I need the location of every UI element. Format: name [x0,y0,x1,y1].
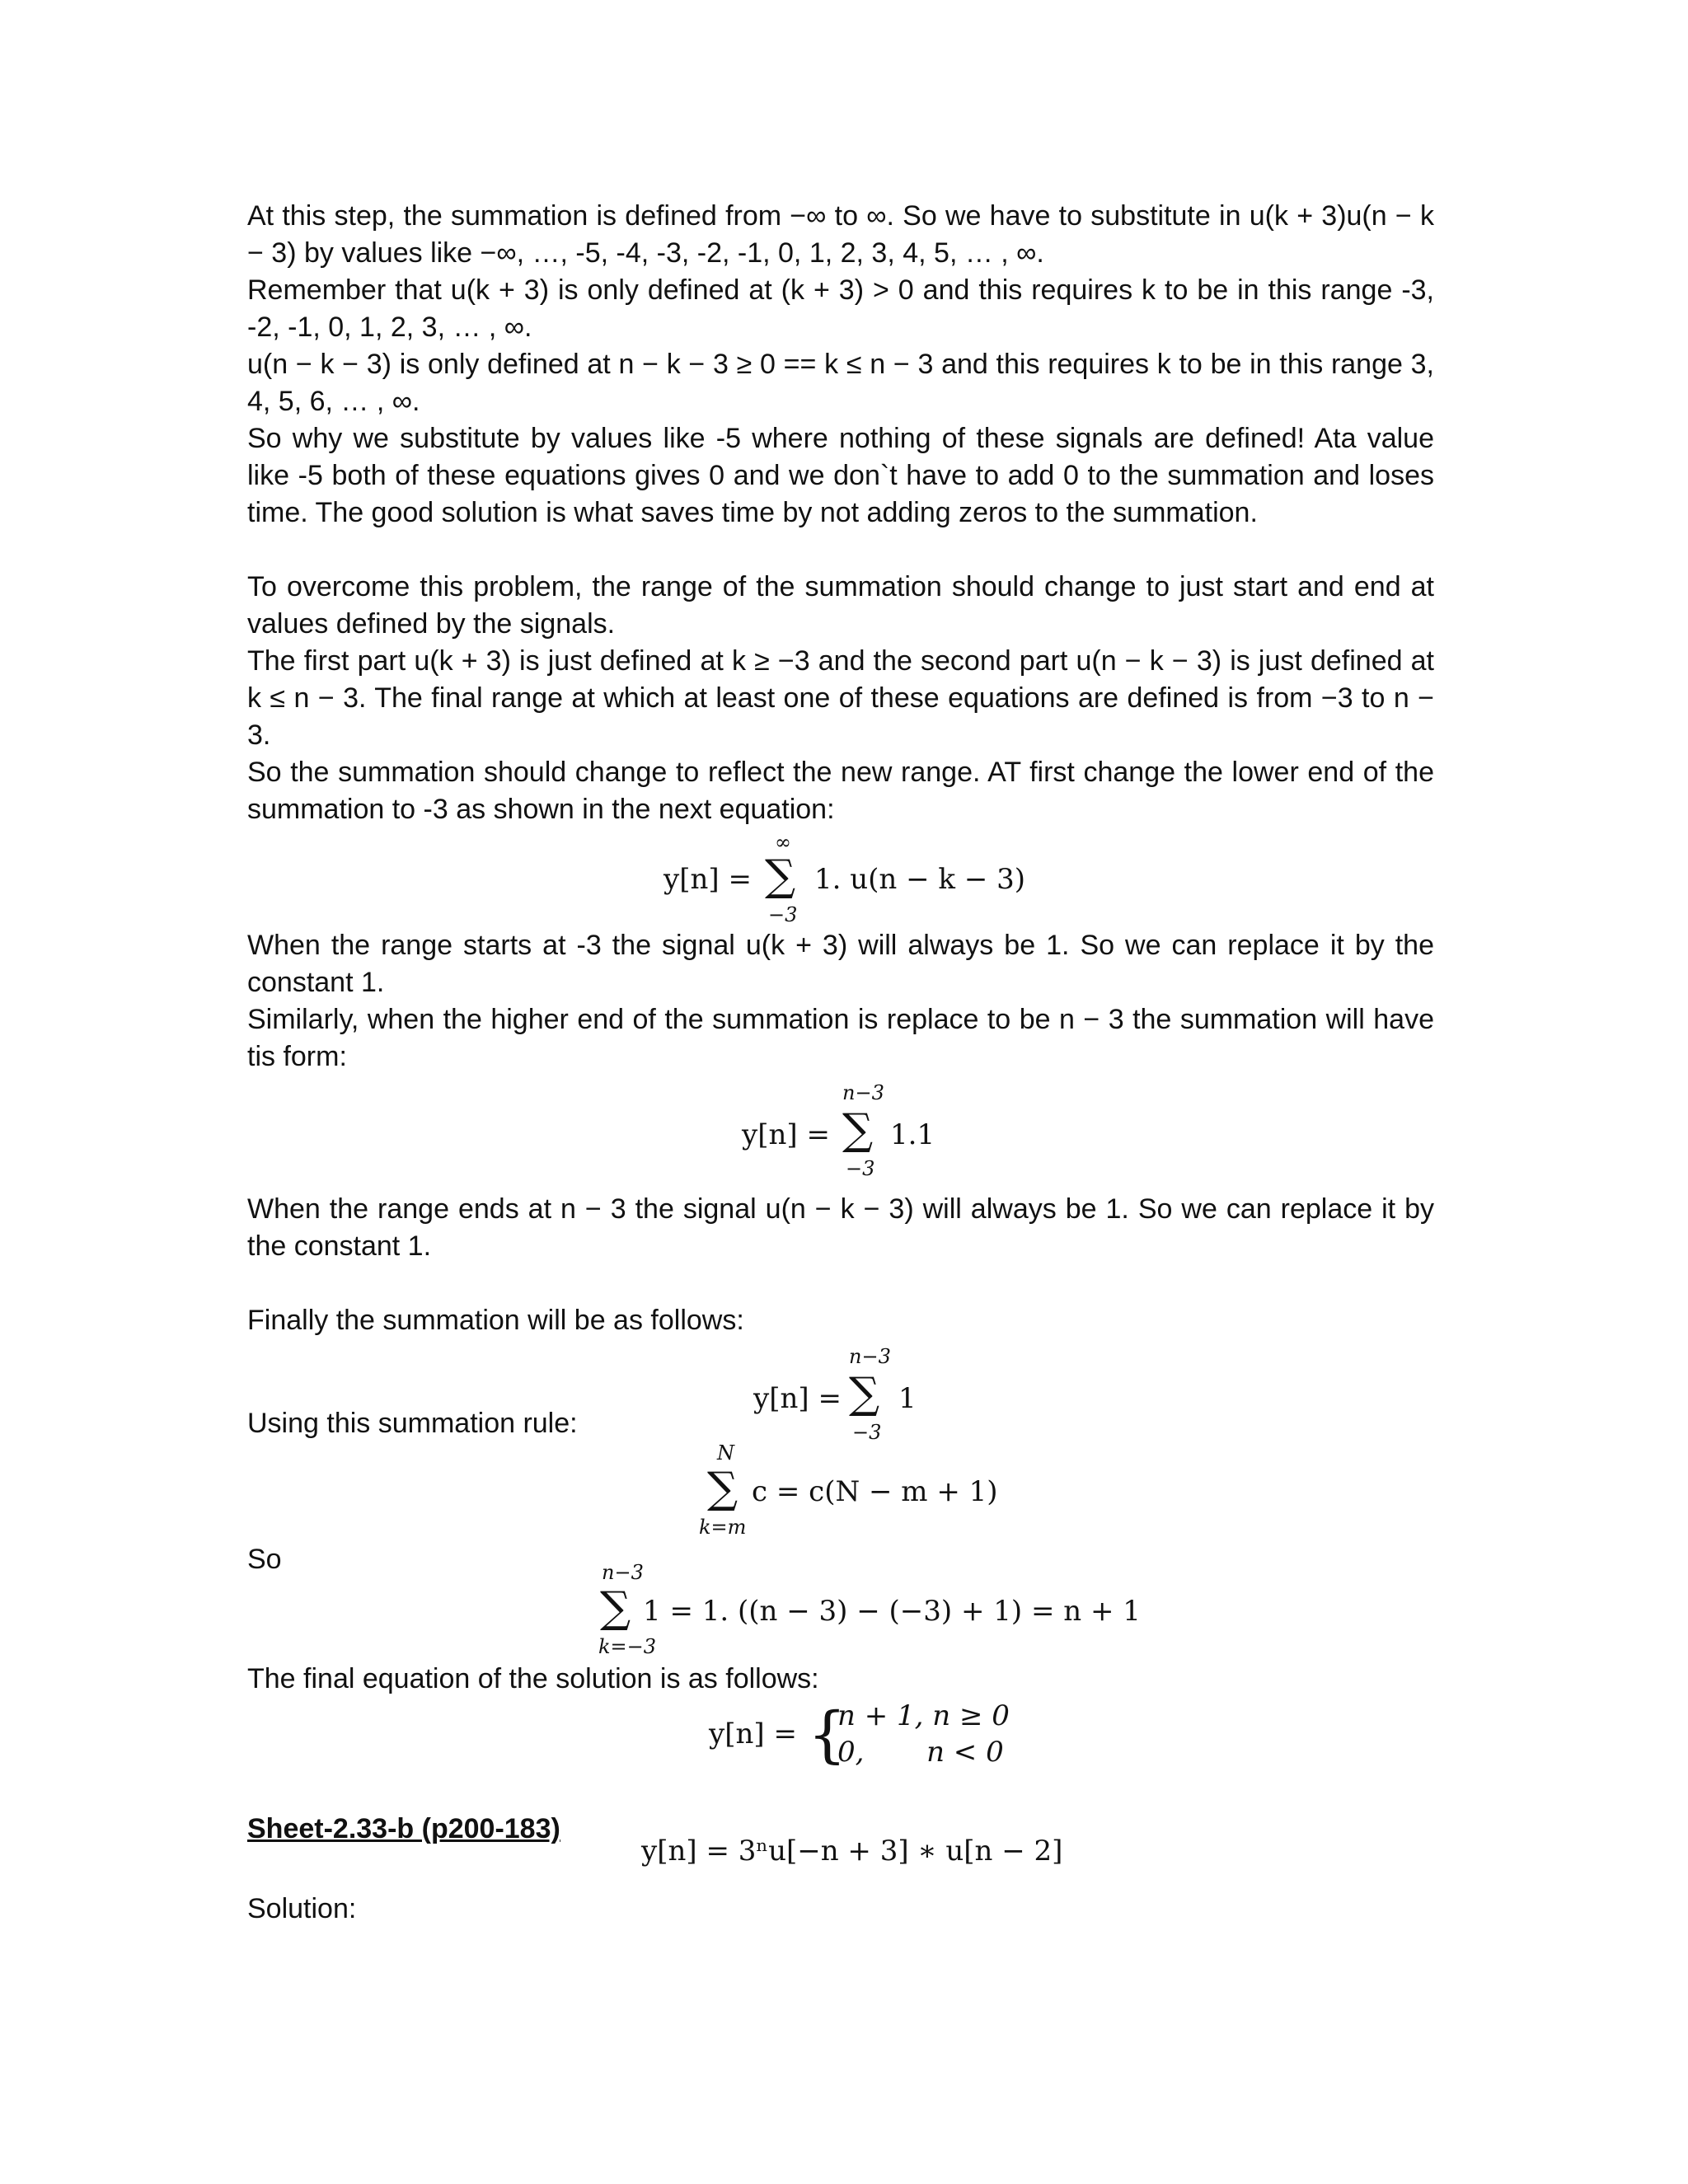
eq4-lower-limit: k=m [699,1516,747,1539]
paragraph-range-ends: When the range ends at n − 3 the signal u(n − k − 3) will always be 1. So we can replace it by the constant 1. [247,1193,1434,1262]
paragraph-finally: Finally the summation will be as follows: [247,1305,744,1336]
eq2-body: 1.1 [890,1118,935,1151]
paragraph-u-n-minus-k: u(n − k − 3) is only defined at n − k − 3 ≥ 0 == k ≤ n − 3 and this requires k to be in this range 3, 4, 5, 6, … , ∞. [247,349,1434,417]
sigma-symbol: ∑ [600,1583,631,1633]
sigma-symbol: ∑ [765,851,796,901]
eq1-lower-limit: −3 [768,903,798,926]
paragraph-first-part: The first part u(k + 3) is just defined at k ≥ −3 and the second part u(n − k − 3) is just defined at k ≤ n − 3. The final range at which at least one of these equations are defined is from −3 to n − 3. [247,645,1434,751]
eq1-lhs: y[n] = [663,863,752,896]
eq5-lower-limit: k=−3 [598,1635,657,1658]
eq2-lower-limit: −3 [846,1157,875,1180]
sigma-symbol: ∑ [849,1369,880,1418]
sheet-heading: Sheet-2.33-b (p200-183) [247,1813,560,1844]
paragraph-why-substitute: So why we substitute by values like -5 where nothing of these signals are defined! Ata value like -5 both of these equations gives 0 and we don`t have to add 0 to the summation and loses time. The good solution is what saves time by not adding zeros to the summation. [247,423,1434,528]
equation-6 [247,1698,1434,1780]
eq4-body: c = c(N − m + 1) [752,1475,998,1508]
paragraph-overcome: To overcome this problem, the range of the summation should change to just start and end at values defined by the signals. [247,571,1434,640]
paragraph-u-k-plus-3: Remember that u(k + 3) is only defined at (k + 3) > 0 and this requires k to be in this range -3, -2, -1, 0, 1, 2, 3, … , ∞. [247,274,1434,343]
eq2-lhs: y[n] = [742,1118,830,1151]
brace-symbol: { [808,1699,847,1770]
paragraph-summation-range: At this step, the summation is defined from −∞ to ∞. So we have to substitute in u(k + 3)u(n − k − 3) by values like −∞, …, -5, -4, -3, -2, -1, 0, 1, 2, 3, 4, 5, … , ∞. [247,200,1434,269]
sheet-section [247,1813,1434,1871]
solution-label: Solution: [247,1893,357,1924]
eq4-upper-limit: N [717,1441,734,1465]
equation-2 [247,1076,1434,1191]
eq5-upper-limit: n−3 [602,1561,644,1584]
eq3-lower-limit: −3 [852,1421,882,1444]
eq3-lhs: y[n] = [753,1382,842,1415]
paragraph-similarly: Similarly, when the higher end of the summation is replace to be n − 3 the summation will have tis form: [247,1004,1434,1072]
eq3-upper-limit: n−3 [849,1345,891,1368]
eq1-body: 1. u(n − k − 3) [814,863,1026,896]
eq6-lhs: y[n] = [709,1718,797,1750]
equation-1 [247,828,1434,927]
equation-3 [247,1339,1434,1455]
eq3-body: 1 [898,1382,917,1415]
sigma-symbol: ∑ [842,1105,874,1155]
equation-5 [247,1562,1434,1661]
eq7-body: y[n] = 3ⁿu[−n + 3] ∗ u[n − 2] [641,1835,1063,1868]
eq1-upper-limit: ∞ [775,831,791,854]
eq2-upper-limit: n−3 [842,1081,884,1104]
paragraph-so: So [247,1544,282,1575]
paragraph-range-starts: When the range starts at -3 the signal u(k + 3) will always be 1. So we can replace it by the constant 1. [247,930,1434,998]
eq6-case-2: 0, n < 0 [837,1736,1004,1769]
paragraph-change-lower-end: So the summation should change to reflect the new range. AT first change the lower end of the summation to -3 as shown in the next equation: [247,757,1434,825]
eq6-case-1: n + 1, n ≥ 0 [837,1699,1010,1732]
eq5-body: 1 = 1. ((n − 3) − (−3) + 1) = n + 1 [643,1595,1141,1628]
paragraph-final-equation: The final equation of the solution is as follows: [247,1663,819,1694]
paragraph-summation-rule: Using this summation rule: [247,1408,578,1439]
sigma-symbol: ∑ [707,1464,738,1513]
document-page [247,198,1434,1928]
equation-4 [247,1442,1434,1541]
